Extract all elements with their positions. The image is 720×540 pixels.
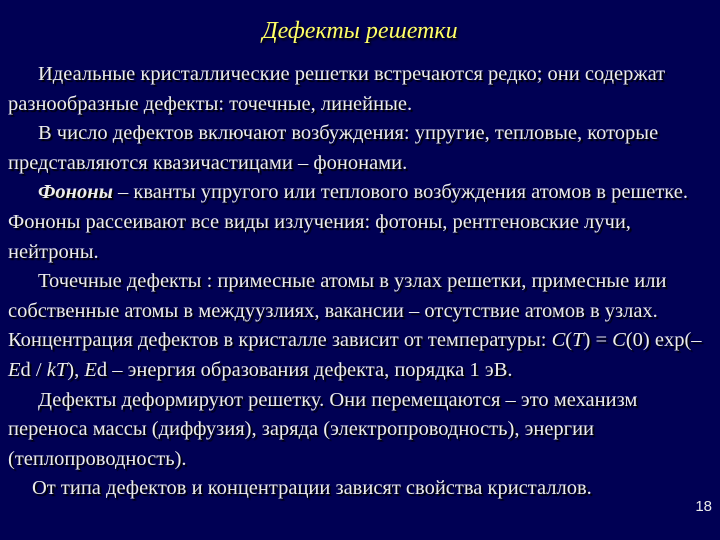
paragraph-properties: От типа дефектов и концентрации зависят свойства кристаллов. <box>32 477 592 500</box>
slide-title: Дефекты решетки <box>262 18 458 44</box>
formula-k: k <box>46 358 56 381</box>
energy-text: d – энергия образования дефекта, порядка 1 эВ. <box>96 358 513 381</box>
formula-c0: C <box>612 329 626 352</box>
formula-e2: E <box>84 358 97 381</box>
formula-part: ), <box>67 358 85 381</box>
term-phonons: Фононы <box>38 181 113 204</box>
paragraph-phonons <box>8 178 714 267</box>
paragraph-deformation: Дефекты деформируют решетку. Они перемещаются – это механизм переноса массы (диффузия), заряда (электропроводность), энергии (теплопроводность). <box>8 388 638 470</box>
slide-body <box>8 60 714 504</box>
formula-c: C <box>551 329 566 352</box>
paragraph-ideal-lattices: Идеальные кристаллические решетки встречаются редко; они содержат разнообразные дефекты: точечные, линейные. <box>8 63 666 115</box>
formula-e: E <box>8 358 21 381</box>
formula-part: d / <box>20 358 47 381</box>
paragraph-excitations: В число дефектов включают возбуждения: упругие, тепловые, которые представляются квазичастицами – фононами. <box>8 122 659 174</box>
formula-part: ( <box>565 329 573 352</box>
paragraph-point-defects <box>8 267 714 385</box>
formula-part: ) = <box>583 329 613 352</box>
point-defects-text: Точечные дефекты : примесные атомы в узлах решетки, примесные или собственные атомы в междуузлиях, вакансии – отсутствие атомов в узлах. Концентрация дефектов в кристалле зависит от температуры: <box>8 270 667 352</box>
formula-part: (0) exp(– <box>625 329 702 352</box>
formula-t2: T <box>55 358 68 381</box>
phonons-definition: – кванты упругого или теплового возбуждения атомов в решетке. Фононы рассеивают все виды излучения: фотоны, рентгеновские лучи, нейтроны. <box>8 181 688 263</box>
page-number: 18 <box>695 498 712 515</box>
formula-t: T <box>572 329 584 352</box>
